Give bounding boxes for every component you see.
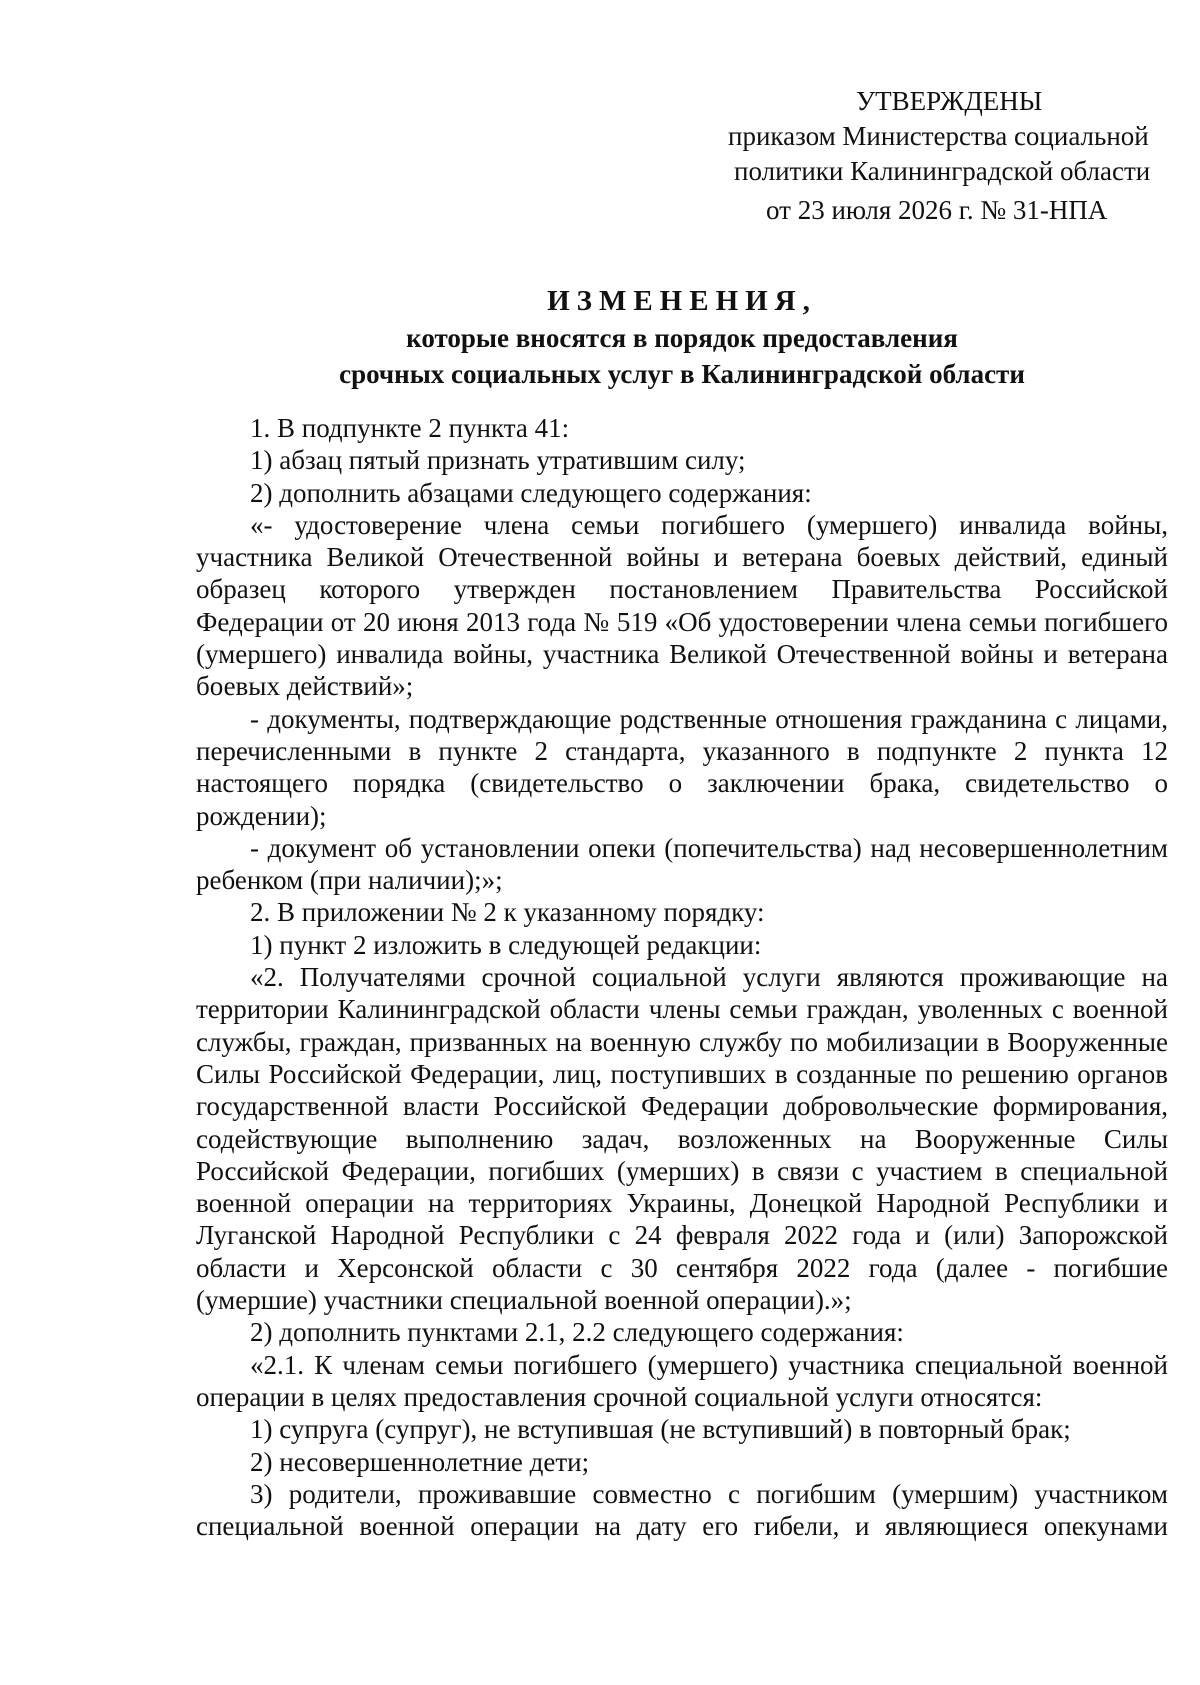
title-subtitle-line-1: которые вносятся в порядок предоставления [406,323,958,353]
paragraph-subitem-1: 1) абзац пятый признать утратившим силу; [250,445,746,476]
paragraph-guardianship-document: - документ об установлении опеки (попечительства) над несовершеннолетним ребенком (при наличии);»; [196,832,1168,896]
paragraph-children: 2) несовершеннолетние дети; [250,1446,590,1477]
document-title [196,282,1168,392]
approval-stamp [728,84,1168,228]
paragraph-subitem-2-2: 2) дополнить пунктами 2.1, 2.2 следующего содержания: [250,1317,904,1348]
paragraph-item-2: 2. В приложении № 2 к указанному порядку: [250,897,765,928]
approval-heading: УТВЕРЖДЕНЫ [856,86,1043,116]
paragraph-recipients: «2. Получателями срочной социальной услуги являются проживающие на территории Калининградской области члены семьи граждан, уволенных с военной службы, граждан, призванных на военную службу по мобилизации в Вооруженные Силы Российской Федерации, лиц, поступивших в созданные по решению органов государственной власти Российской Федерации добровольческие формирования, содействующие выполнению задач, возложенных на Вооруженные Силы Российской Федерации, погибших (умерших) в связи с участием в специальной военной операции на территориях Украины, Донецкой Народной Республики и Луганской Народной Республики с 24 февраля 2022 года и (или) Запорожской области и Херсонской области с 30 сентября 2022 года (далее - погибшие (умершие) участники специальной военной операции).»; [196,962,1168,1316]
title-main: ИЗМЕНЕНИЯ, [547,285,817,317]
approval-order-line: приказом Министерства социальной [728,121,1149,151]
paragraph-family-members: «2.1. К членам семьи погибшего (умершего) участника специальной военной операции в целях предоставления срочной социальной услуги относятся: [196,1349,1168,1412]
paragraph-parents: 3) родители, проживавшие совместно с погибшим (умершим) участником специальной военной операции на дату его гибели, и являющиеся опекунами [196,1478,1168,1542]
document-body [196,412,1168,1542]
paragraph-certificate: «- удостоверение члена семьи погибшего (умершего) инвалида войны, участника Великой Отечественной войны и ветерана боевых действий, единый образец которого утвержден постановлением Правительства Российской Федерации от 20 июня 2013 года № 519 «Об удостоверении члена семьи погибшего (умершего) инвалида войны, участника Великой Отечественной войны и ветерана боевых действий»; [196,509,1168,702]
approval-ministry-line: политики Калининградской области [734,156,1151,186]
title-subtitle-line-2: срочных социальных услуг в Калининградской области [339,359,1025,389]
paragraph-subitem-2-1: 1) пункт 2 изложить в следующей редакции: [250,929,762,960]
paragraph-item-1: 1. В подпункте 2 пункта 41: [250,413,570,443]
approval-date-number: от 23 июля 2026 г. № 31-НПА [766,195,1108,225]
paragraph-kinship-documents: - документы, подтверждающие родственные отношения гражданина с лицами, перечисленными в пункте 2 стандарта, указанного в подпункте 2 пункта 12 настоящего порядка (свидетельство о заключении брака, свидетельство о рождении); [196,703,1168,831]
paragraph-subitem-2: 2) дополнить абзацами следующего содержания: [250,477,812,508]
paragraph-spouse: 1) супруга (супруг), не вступившая (не вступивший) в повторный брак; [250,1414,1071,1445]
